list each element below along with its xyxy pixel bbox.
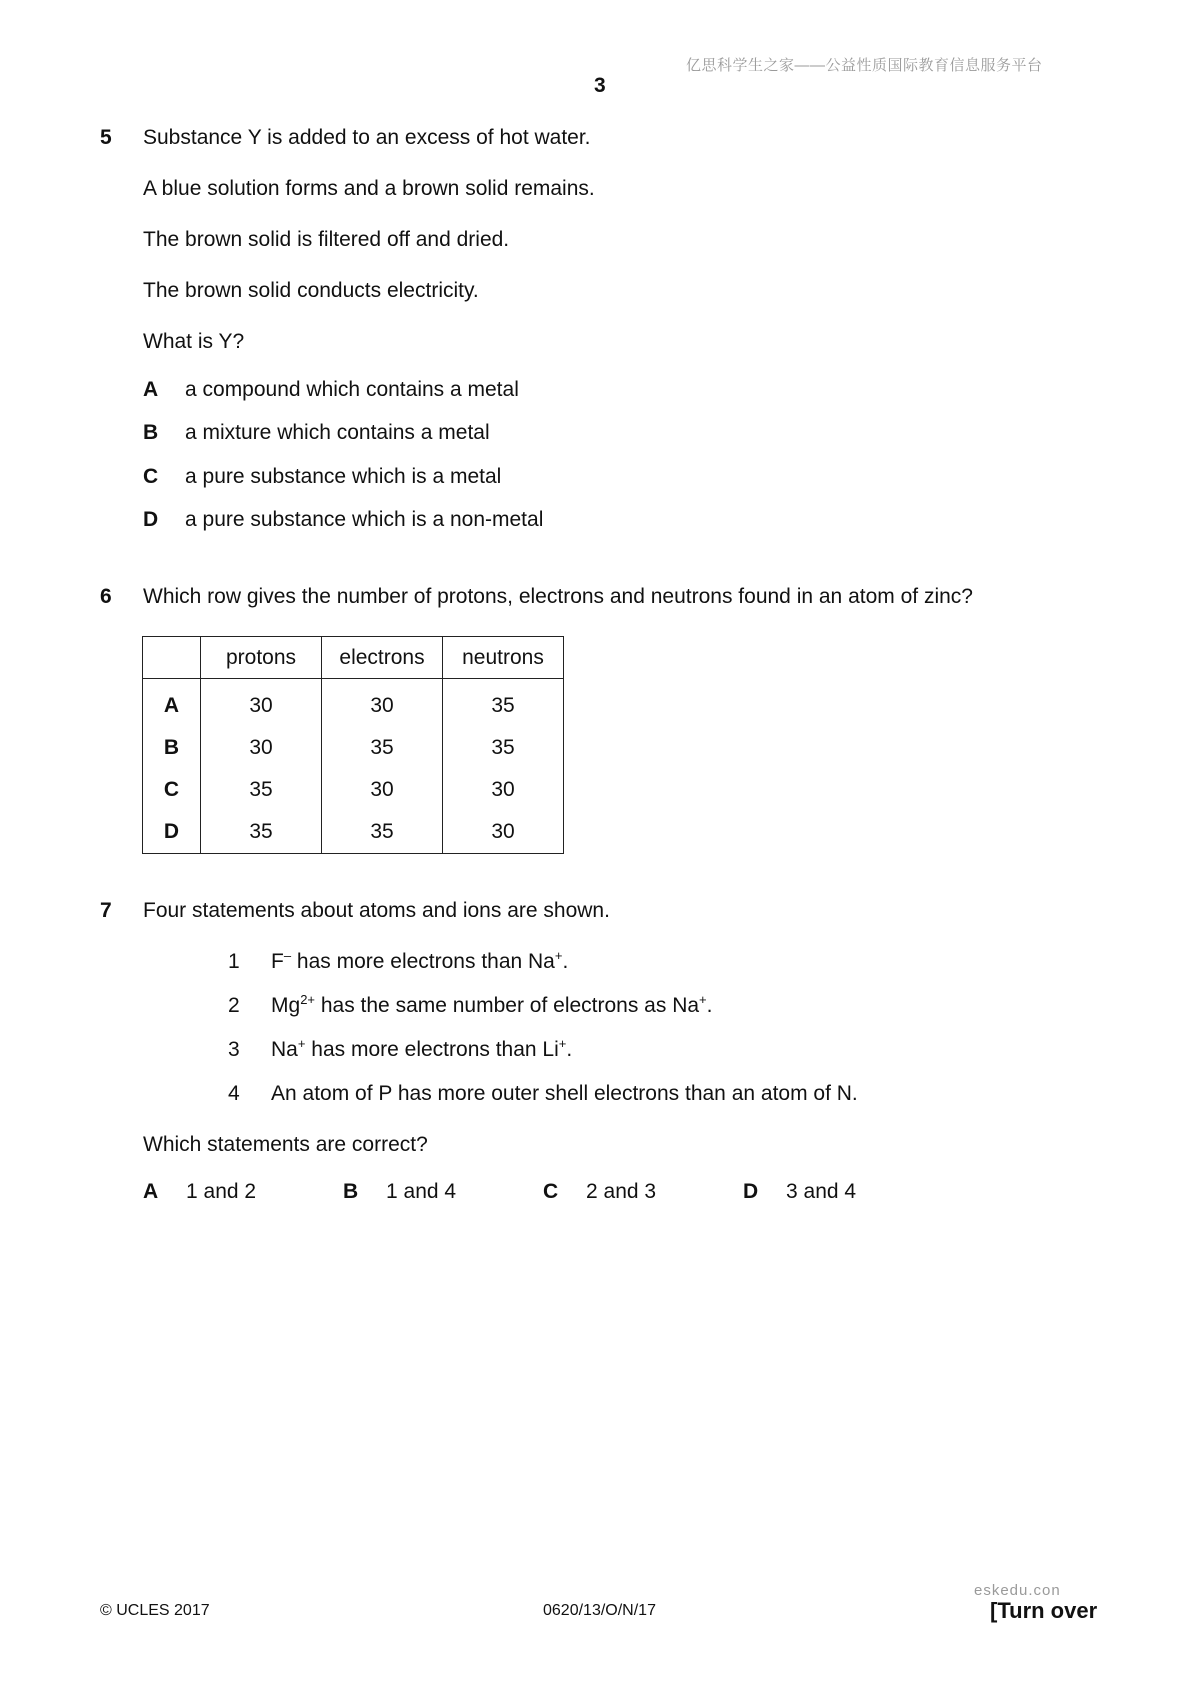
footer-copyright: © UCLES 2017 — [100, 1602, 210, 1619]
table-corner — [143, 637, 201, 679]
q7-option-d-letter: D — [743, 1180, 759, 1203]
q7-option-b-letter: B — [343, 1180, 359, 1203]
table-cell: 35 — [322, 727, 443, 769]
q5-option-c-text: a pure substance which is a metal — [185, 465, 502, 488]
table-row — [143, 811, 564, 854]
table-cell: 30 — [443, 769, 564, 811]
q5-option-d-text: a pure substance which is a non-metal — [185, 508, 544, 531]
table-row — [143, 727, 564, 769]
row-label: D — [143, 811, 201, 854]
q5-option-b-letter: B — [143, 421, 159, 444]
question-6-number: 6 — [100, 585, 112, 608]
statement-1-text: F– has more electrons than Na+. — [271, 948, 569, 973]
question-5-prompt: What is Y? — [143, 330, 245, 353]
q7-option-a-text: 1 and 2 — [186, 1180, 257, 1203]
question-5-number: 5 — [100, 126, 112, 149]
statement-3-number: 3 — [228, 1038, 240, 1061]
question-7-number: 7 — [100, 899, 112, 922]
particles-table — [142, 636, 564, 854]
row-label: A — [143, 679, 201, 728]
statement-2-text: $Mg^{2+}$ has the same number of electrons as Na+. — [271, 992, 713, 1017]
table-cell: 30 — [201, 679, 322, 728]
table-cell: 30 — [322, 679, 443, 728]
footer-site-watermark: eskedu.con — [974, 1582, 1061, 1599]
table-cell: 35 — [443, 679, 564, 728]
q7-option-a-letter: A — [143, 1180, 159, 1203]
statement-4-text: An atom of P has more outer shell electrons than an atom of N. — [271, 1082, 858, 1105]
row-label: C — [143, 769, 201, 811]
q7-option-c-text: 2 and 3 — [586, 1180, 657, 1203]
table-cell: 35 — [201, 769, 322, 811]
header-watermark: 亿思科学生之家——公益性质国际教育信息服务平台 — [686, 57, 1043, 74]
q5-option-b-text: a mixture which contains a metal — [185, 421, 490, 444]
question-6-text: Which row gives the number of protons, electrons and neutrons found in an atom of zinc? — [143, 585, 973, 608]
question-7-intro: Four statements about atoms and ions are shown. — [143, 899, 610, 922]
page-number: 3 — [594, 74, 606, 97]
q5-option-a-text: a compound which contains a metal — [185, 378, 519, 401]
table-header-electrons: electrons — [322, 637, 443, 679]
q7-option-b-text: 1 and 4 — [386, 1180, 457, 1203]
table-cell: 30 — [443, 811, 564, 854]
table-cell: 35 — [443, 727, 564, 769]
row-label: B — [143, 727, 201, 769]
table-cell: 30 — [322, 769, 443, 811]
statement-3-text: Na+ has more electrons than Li+. — [271, 1036, 573, 1061]
statement-4-number: 4 — [228, 1082, 240, 1105]
table-header-neutrons: neutrons — [443, 637, 564, 679]
question-7-prompt: Which statements are correct? — [143, 1133, 428, 1156]
table-cell: 30 — [201, 727, 322, 769]
q5-option-a-letter: A — [143, 378, 159, 401]
table-row — [143, 769, 564, 811]
question-5-line: The brown solid is filtered off and dried. — [143, 228, 510, 251]
q5-option-d-letter: D — [143, 508, 159, 531]
question-5-line: Substance Y is added to an excess of hot water. — [143, 126, 591, 149]
table-cell: 35 — [201, 811, 322, 854]
footer-paper-code: 0620/13/O/N/17 — [543, 1602, 656, 1619]
q7-option-d-text: 3 and 4 — [786, 1180, 857, 1203]
q7-option-c-letter: C — [543, 1180, 559, 1203]
table-header-protons: protons — [201, 637, 322, 679]
table-cell: 35 — [322, 811, 443, 854]
turn-over-label: [Turn over — [990, 1598, 1098, 1623]
q5-option-c-letter: C — [143, 465, 159, 488]
question-5-line: The brown solid conducts electricity. — [143, 279, 479, 302]
statement-2-number: 2 — [228, 994, 240, 1017]
question-5-line: A blue solution forms and a brown solid remains. — [143, 177, 595, 200]
statement-1-number: 1 — [228, 950, 240, 973]
table-row — [143, 679, 564, 728]
